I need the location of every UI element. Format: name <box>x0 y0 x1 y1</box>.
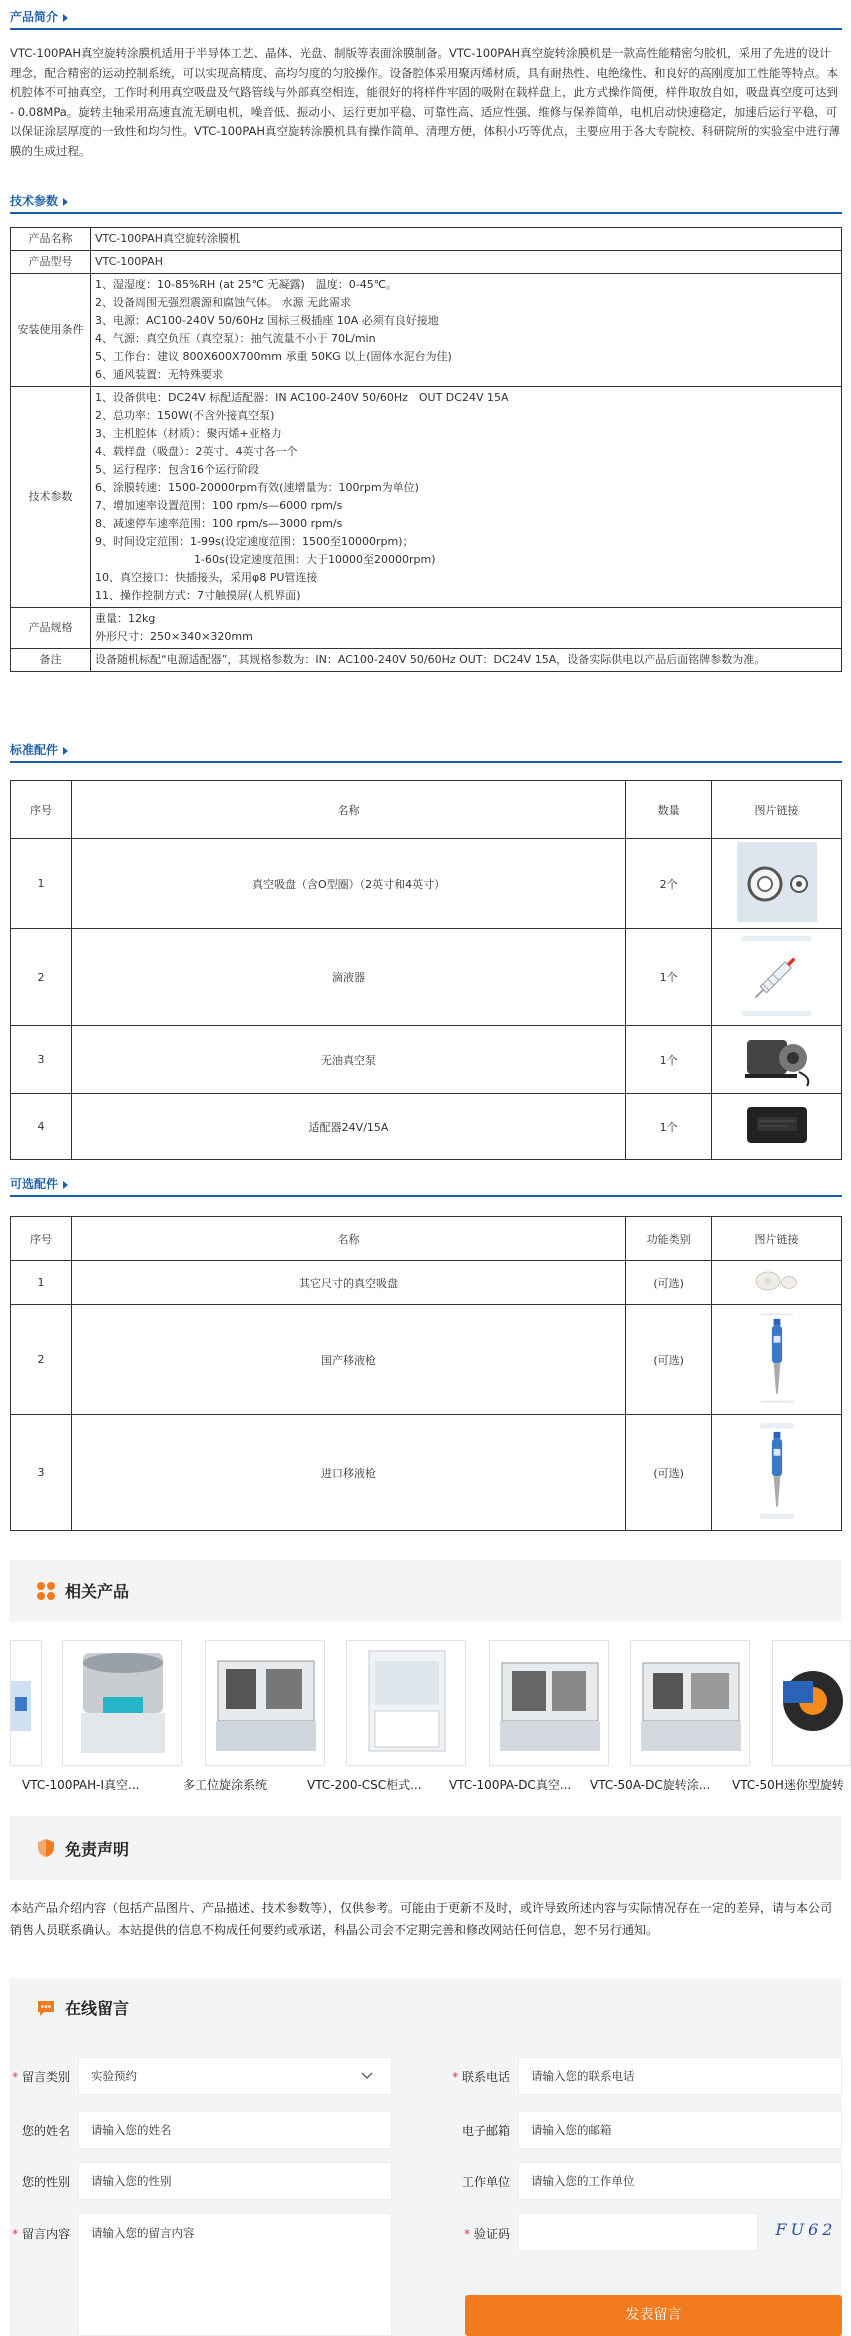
email-input[interactable] <box>518 2111 842 2149</box>
spec-value <box>91 251 842 274</box>
related-product-label[interactable]: VTC-50H迷你型旋转 <box>732 1778 844 1792</box>
spec-line: 5、运行程序：包含16个运行阶段 <box>95 463 259 476</box>
triangle-right-icon <box>63 1181 68 1189</box>
col-header: 序号 <box>11 1217 72 1261</box>
related-products-header <box>10 1560 842 1622</box>
std-section-title: 标准配件 <box>10 743 59 757</box>
row-number: 4 <box>11 1094 72 1160</box>
spec-row <box>11 228 842 251</box>
spec-line: 外形尺寸：250×340×320mm <box>95 630 253 643</box>
row-number: 3 <box>11 1415 72 1531</box>
spec-line: 5、工作台：建议 800X600X700mm 承重 50KG 以上(固体水泥台为佳) <box>95 350 452 363</box>
captcha-label: * 验证码 <box>464 2227 510 2241</box>
spec-line: 1-60s(设定速度范围：大于10000至20000rpm) <box>95 553 436 566</box>
item-image-cell <box>712 1261 842 1305</box>
content-placeholder: 请输入您的留言内容 <box>91 2226 195 2240</box>
company-label: 工作单位 <box>461 2175 510 2189</box>
spec-key: 安装使用条件 <box>11 274 91 387</box>
table-row <box>11 839 842 929</box>
spec-line: 重量：12kg <box>95 612 156 625</box>
col-header: 图片链接 <box>712 1217 842 1261</box>
triangle-right-icon <box>63 198 68 206</box>
spec-line: VTC-100PAH <box>95 255 163 268</box>
vacuum-pump-image[interactable] <box>737 1028 817 1088</box>
table-row <box>11 1094 842 1160</box>
triangle-right-icon <box>63 747 68 755</box>
spec-line: 2、总功率：150W(不含外接真空泵) <box>95 409 275 422</box>
message-content-textarea[interactable] <box>78 2213 392 2336</box>
row-number: 1 <box>11 839 72 929</box>
table-row <box>11 1026 842 1094</box>
spec-value <box>91 608 842 649</box>
row-number: 3 <box>11 1026 72 1094</box>
spec-line: 2、设备周围无强烈震源和腐蚀气体。 水源 无此需求 <box>95 296 351 309</box>
col-header: 名称 <box>71 781 625 839</box>
intro-text: VTC-100PAH真空旋转涂膜机适用于半导体工艺、晶体、光盘、制版等表面涂膜制备。VTC-100PAH真空旋转涂膜机是一款高性能精密匀胶机，采用了先进的设计理念，配合精密的运动控制系统，可以实现高精度、高均匀度的匀胶操作。设备腔体采用聚丙烯材质，具有耐热性、电绝缘性、和良好的高刚度加工性能等特点。本机腔体不可抽真空，工作时利用真空吸盘及气路管线与外部真空相连，能很好的将样件牢固的吸附在载样盘上，此方式操作简便，样件取放自如，吸盘真空度可达到 - 0.08MPa。旋转主轴采用高速直流无刷电机，噪音低、振动小、运行更加平稳、可靠性高、适应性强、维修与保养简单，电机启动快速稳定，加速后运行平稳，可以保证涂层厚度的一致性和均匀性。VTC-100PAH真空旋转涂膜机具有操作简单、清理方便，体积小巧等优点，主要应用于各大专院校、科研院所的实验室中进行薄膜的生成过程。 <box>10 46 841 158</box>
item-name: 真空吸盘（含O型圈）（2英寸和4英寸） <box>71 839 625 929</box>
related-products-title: 相关产品 <box>65 1582 130 1601</box>
spec-value <box>91 228 842 251</box>
related-product-card[interactable] <box>62 1640 182 1766</box>
name-placeholder: 请输入您的姓名 <box>91 2123 172 2137</box>
related-product-card-partial[interactable] <box>10 1640 42 1766</box>
item-image-cell <box>712 1026 842 1094</box>
shield-icon <box>36 1838 56 1858</box>
spec-row <box>11 608 842 649</box>
spec-value <box>91 649 842 672</box>
spec-line: 3、电源：AC100-240V 50/60Hz 国标三极插座 10A 必须有良好接地 <box>95 314 439 327</box>
related-product-label[interactable]: VTC-100PA-DC真空... <box>449 1778 572 1792</box>
item-name: 其它尺寸的真空吸盘 <box>71 1261 625 1305</box>
spec-line: 1、湿湿度：10-85%RH (at 25℃ 无凝露) 温度：0-45℃。 <box>95 278 398 291</box>
type-label: * 留言类别 <box>12 2070 70 2084</box>
item-name: 进口移液枪 <box>71 1415 625 1531</box>
spec-row <box>11 251 842 274</box>
item-name: 国产移液枪 <box>71 1305 625 1415</box>
table-row <box>11 1261 842 1305</box>
adapter-image[interactable] <box>737 1095 817 1155</box>
suction-cups-image[interactable] <box>747 1266 807 1296</box>
table-row <box>11 1415 842 1531</box>
item-category: (可选) <box>626 1415 712 1531</box>
disclaimer-text: 本站产品介绍内容（包括产品图片、产品描述、技术参数等），仅供参考。可能由于更新不及时，或许导致所述内容与实际情况存在一定的差异，请与本公司销售人员联系确认。本站提供的信息不构成任何要约或承诺，科晶公司会不定期完善和修改网站任何信息，恕不另行通知。 <box>10 1901 833 1937</box>
related-product-card[interactable] <box>205 1640 325 1766</box>
spec-line: 4、气源：真空负压（真空泵）：抽气流量不小于 70L/min <box>95 332 376 345</box>
spec-section-header <box>10 192 842 214</box>
table-row <box>11 1305 842 1415</box>
name-label: 您的姓名 <box>21 2124 70 2138</box>
type-select[interactable] <box>78 2057 392 2095</box>
disclaimer-header <box>10 1816 842 1880</box>
col-header: 名称 <box>71 1217 625 1261</box>
chevron-down-icon <box>361 2072 373 2080</box>
col-header: 数量 <box>626 781 712 839</box>
email-placeholder: 请输入您的邮箱 <box>531 2123 612 2137</box>
spec-key: 产品名称 <box>11 228 91 251</box>
gender-label: 您的性别 <box>21 2175 70 2189</box>
spec-table <box>10 227 842 672</box>
related-product-card[interactable] <box>772 1640 851 1766</box>
item-category: (可选) <box>626 1305 712 1415</box>
spec-row <box>11 649 842 672</box>
item-image-cell <box>712 839 842 929</box>
related-product-label[interactable]: 多工位旋涂系统 <box>183 1778 268 1792</box>
item-quantity: 1个 <box>626 1094 712 1160</box>
row-number: 2 <box>11 929 72 1026</box>
item-category: (可选) <box>626 1261 712 1305</box>
spec-line: 4、载样盘（吸盘）：2英寸、4英寸各一个 <box>95 445 298 458</box>
dropper-image[interactable] <box>742 936 812 1016</box>
item-image-cell <box>712 929 842 1026</box>
content-label: * 留言内容 <box>12 2227 70 2241</box>
item-name: 滴液器 <box>71 929 625 1026</box>
related-product-card[interactable] <box>630 1640 750 1766</box>
table-row <box>11 929 842 1026</box>
message-form-title: 在线留言 <box>65 1999 130 2018</box>
item-name: 适配器24V/15A <box>71 1094 625 1160</box>
pipette-image[interactable] <box>760 1313 794 1403</box>
spec-line: 7、增加速率设置范围：100 rpm/s—6000 rpm/s <box>95 499 343 512</box>
gender-input[interactable] <box>78 2162 392 2200</box>
suction-cup-image[interactable] <box>737 842 817 922</box>
col-header: 序号 <box>11 781 72 839</box>
pipette-image[interactable] <box>760 1423 794 1519</box>
spec-line: 11、操作控制方式：7寸触摸屏(人机界面) <box>95 589 301 602</box>
spec-line: 6、涂膜转速：1500-20000rpm有效(速增量为：100rpm为单位) <box>95 481 419 494</box>
spec-line: 6、通风装置：无特殊要求 <box>95 368 223 381</box>
spec-key: 备注 <box>11 649 91 672</box>
intro-section-header <box>10 8 842 30</box>
row-number: 2 <box>11 1305 72 1415</box>
standard-accessories-table <box>10 780 842 1160</box>
intro-section-title: 产品简介 <box>10 10 59 24</box>
spec-line: 8、减速停车速率范围：100 rpm/s—3000 rpm/s <box>95 517 343 530</box>
company-input[interactable] <box>518 2162 842 2200</box>
spec-key: 产品型号 <box>11 251 91 274</box>
item-image-cell <box>712 1094 842 1160</box>
company-placeholder: 请输入您的工作单位 <box>531 2174 635 2188</box>
disclaimer-title: 免责声明 <box>65 1840 130 1859</box>
related-product-card[interactable] <box>489 1640 609 1766</box>
type-select-value: 实验预约 <box>91 2069 137 2083</box>
captcha-image[interactable]: FU62 <box>775 2220 837 2239</box>
grid-icon <box>36 1581 56 1601</box>
related-product-card[interactable] <box>346 1640 466 1766</box>
std-section-header <box>10 741 842 763</box>
related-product-label[interactable]: VTC-50A-DC旋转涂... <box>590 1778 711 1792</box>
item-image-cell <box>712 1415 842 1531</box>
captcha-input[interactable] <box>518 2213 758 2251</box>
spec-section-title: 技术参数 <box>10 194 59 208</box>
spec-key: 产品规格 <box>11 608 91 649</box>
spec-value <box>91 274 842 387</box>
email-label: 电子邮箱 <box>461 2124 510 2138</box>
spec-line: VTC-100PAH真空旋转涂膜机 <box>95 232 240 245</box>
name-input[interactable] <box>78 2111 392 2149</box>
item-quantity: 1个 <box>626 929 712 1026</box>
row-number: 1 <box>11 1261 72 1305</box>
spec-value <box>91 387 842 608</box>
submit-button[interactable]: 发表留言 <box>465 2295 842 2336</box>
spec-line: 1、设备供电：DC24V 标配适配器：IN AC100-240V 50/60Hz OUT DC24V 15A <box>95 391 509 404</box>
contact-phone-placeholder: 请输入您的联系电话 <box>531 2069 635 2083</box>
spec-row <box>11 387 842 608</box>
spec-line: 10、真空接口：快插接头，采用φ8 PU管连接 <box>95 571 318 584</box>
contact-phone-input[interactable] <box>518 2057 842 2095</box>
spec-key: 技术参数 <box>11 387 91 608</box>
opt-section-title: 可选配件 <box>10 1177 59 1191</box>
col-header: 图片链接 <box>712 781 842 839</box>
triangle-right-icon <box>63 14 68 22</box>
item-quantity: 1个 <box>626 1026 712 1094</box>
related-product-label[interactable]: VTC-200-CSC柜式... <box>307 1778 422 1792</box>
item-image-cell <box>712 1305 842 1415</box>
optional-accessories-table <box>10 1216 842 1531</box>
item-name: 无油真空泵 <box>71 1026 625 1094</box>
related-product-label[interactable]: VTC-100PAH-I真空... <box>22 1778 140 1792</box>
contact-label: * 联系电话 <box>452 2070 510 2084</box>
chat-bubble-icon <box>36 1998 56 2018</box>
spec-line: 设备随机标配“电源适配器”，其规格参数为：IN：AC100-240V 50/60Hz OUT：DC24V 15A，设备实际供电以产品后面铭牌参数为准。 <box>95 653 766 666</box>
spec-row <box>11 274 842 387</box>
spec-line: 9、时间设定范围：1-99s(设定速度范围：1500至10000rpm)； <box>95 535 414 548</box>
col-header: 功能类别 <box>626 1217 712 1261</box>
opt-section-header <box>10 1175 842 1197</box>
gender-placeholder: 请输入您的性别 <box>91 2174 172 2188</box>
spec-line: 3、主机腔体（材质）：聚丙烯+亚格力 <box>95 427 282 440</box>
item-quantity: 2个 <box>626 839 712 929</box>
